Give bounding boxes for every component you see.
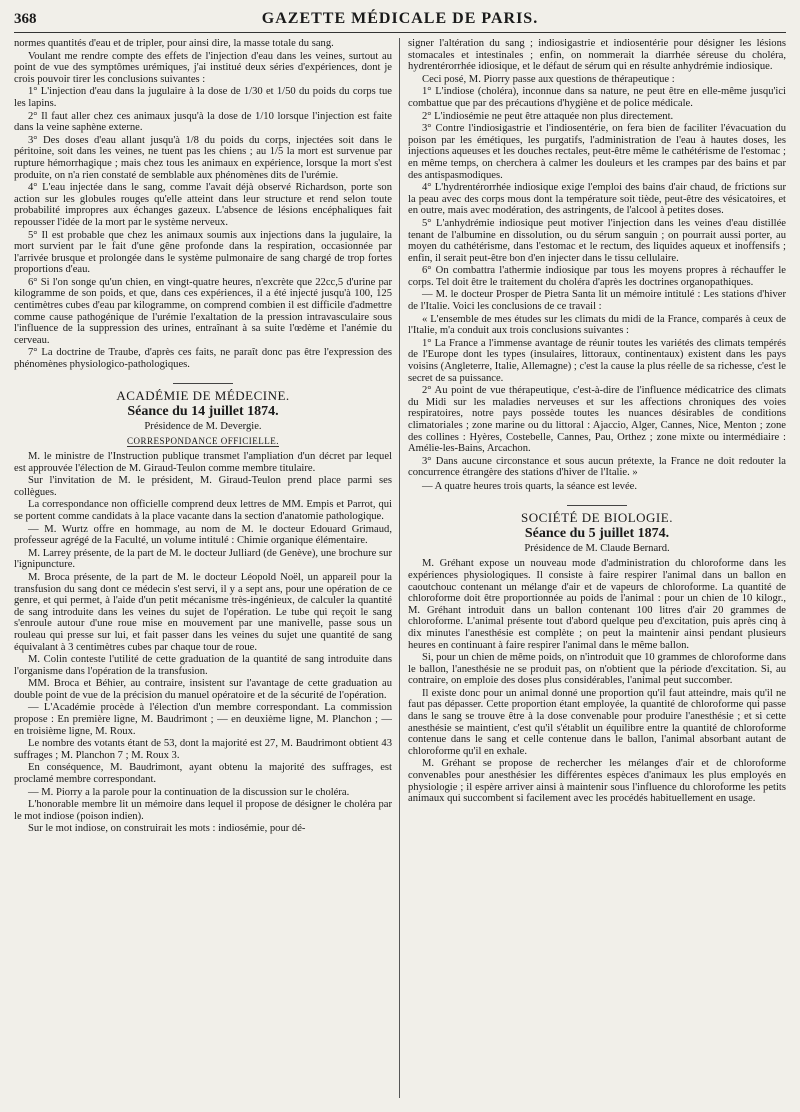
paragraph: Voulant me rendre compte des effets de l'injection d'eau dans les veines, surtout au point de vue des symptômes urémiques, j'ai institué deux séries d'expériences, dont je crois pouvoir tirer les conclusions suivantes : (14, 50, 392, 85)
left-column (14, 38, 392, 1104)
journal-title: GAZETTE MÉDICALE DE PARIS. (261, 10, 539, 27)
paragraph: 1° La France a l'immense avantage de réunir toutes les variétés des climats tempérés de l'Europe dont les types (insulaires, littoraux, continentaux) existent dans les pays voisins (Angleterre, Italie, Allemagne) ; c'est la cause la plus réelle de sa richesse, c'est le secret de sa puissance. (408, 337, 786, 384)
paragraph: M. Broca présente, de la part de M. le docteur Léopold Noël, un appareil pour la transfusion du sang dont ce médecin s'est servi, il y a sept ans, pour une opération de ce genre, et qui permet, à l'aide d'un petit mécanisme très-ingénieux, de calculer la quantité de sang introduite dans les veines du sujet de l'opération. Le tube qui reçoit le sang s'enroule autour d'une roue mise en mouvement par une manivelle, passe sous un rouleau qui presse sur lui, et fait passer dans les veines du sujet une quantité de sang équivalant à 3 centimètres cubes par chaque tour de roue. (14, 571, 392, 653)
paragraph: MM. Broca et Béhier, au contraire, insistent sur l'avantage de cette graduation au double point de vue de la précision du manuel opératoire et de la sécurité de l'opération. (14, 678, 392, 701)
paragraph: normes quantités d'eau et de tripler, pour ainsi dire, la masse totale du sang. (14, 38, 334, 49)
paragraph: 3° Des doses d'eau allant jusqu'à 1/8 du poids du corps, injectées soit dans le péritoine, soit dans les veines, ne tuent pas les chiens ; au 1/5 la mort est survenue par rupture hémorrhagique ; mais chez tous les animaux en expérience, lorsque la mort s'est produite, on n'a rien constaté de semblable aux phénomènes dits de l'urémie. (14, 134, 392, 181)
paragraph: Sur le mot indiose, on construirait les mots : indiosémie, pour dé- (28, 823, 306, 835)
paragraph: Le nombre des votants étant de 53, dont la majorité est 27, M. Baudrimont obtient 43 suffrages ; M. Planchon 7 ; M. Roux 3. (14, 738, 392, 761)
paragraph: La correspondance non officielle comprend deux lettres de MM. Empis et Parrot, qui se portent comme candidats à la place vacante dans la section d'anatomie pathologique. (14, 499, 392, 522)
paragraph: Sur l'invitation de M. le président, M. Giraud-Teulon prend place parmi ses collègues. (14, 475, 392, 498)
paragraph: Ceci posé, M. Piorry passe aux questions de thérapeutique : (422, 73, 675, 85)
paragraph: 4° L'eau injectée dans le sang, comme l'avait déjà observé Richardson, porte son action sur les globules rouges qu'elle atteint dans leur structure et rend selon toute probabilité impropres aux échanges gazeux. L'absence de lésions encéphaliques fait repousser l'idée de la mort par le système nerveux. (14, 182, 392, 228)
newspaper-page (14, 10, 786, 1104)
article-columns (14, 38, 786, 1104)
paragraph: 3° Contre l'indiosigastrie et l'indiosentérie, on fera bien de faciliter l'évacuation du poison par les émétiques, les purgatifs, l'administration de l'eau à hautes doses, les injections aqueuses et les douches rectales, peut-être même le cathétérisme de l'estomac ; en même temps, on cherchera à calmer les douleurs et les crampes par des bains et par des antispasmodiques. (408, 123, 786, 181)
presidence-line: Présidence de M. Devergie. (144, 420, 262, 432)
page-number: 368 (14, 11, 37, 27)
paragraph: 6° Si l'on songe qu'un chien, en vingt-quatre heures, n'excrète que 22cc,5 d'urine par kilogramme de son poids, et que, dans ces expériences, il a été injecté jusqu'à 100, 125 centimètres cubes d'eau par kilogramme, on comprend combien il est difficile d'admettre comme cause pathogénique de l'urémie l'exaltation de la pression intravasculaire sous l'influence de la suppression des urines, entraînant à sa suite l'œdème et l'anémie du cerveau. (14, 276, 392, 346)
paragraph: M. Gréhant expose un nouveau mode d'administration du chloroforme dans les expériences physiologiques. Il consiste à faire respirer l'animal dans un ballon en caoutchouc contenant un mélange d'air et de vapeurs de chloroforme. La quantité de chloroforme doit être proportionnée au poids de l'animal : pour un chien de 10 kilogr., M. Gréhant introduit dans un ballon contenant 100 litres d'air 20 grammes de chloroforme. L'animal présente tout d'abord quelque peu d'excitation, puis après cinq à dix minutes l'anesthésie est complète ; on peut la maintenir ainsi pendant plusieurs heures en continuant à faire respirer l'animal dans le même ballon. (408, 558, 786, 651)
paragraph: — L'Académie procède à l'élection d'un membre correspondant. La commission propose : En première ligne, M. Baudrimont ; — en deuxième ligne, M. Planchon ; — en troisième ligne, M. Roux. (14, 702, 392, 737)
section-title-biologie: SOCIÉTÉ DE BIOLOGIE. (408, 505, 786, 524)
paragraph: — M. le docteur Prosper de Pietra Santa lit un mémoire intitulé : Les stations d'hiver de l'Italie. Voici les conclusions de ce travail : (408, 289, 786, 313)
correspondance-label: CORRESPONDANCE OFFICIELLE. (126, 436, 279, 447)
paragraph: L'honorable membre lit un mémoire dans lequel il propose de désigner le choléra par le mot indiose (poison indien). (14, 799, 392, 822)
paragraph: 1° L'injection d'eau dans la jugulaire à la dose de 1/30 et 1/50 du poids du corps tue les lapins. (14, 86, 392, 109)
paragraph: signer l'altération du sang ; indiosigastrie et indiosentérie pour désigner les lésions stomacales et intestinales ; enfin, on nommerait la diarrhée séreuse du choléra, hydrentérorrhée idiosique, et le défaut de sérum qui en résulte anhydrémie indiosique. (408, 38, 786, 73)
right-column (408, 38, 786, 1104)
paragraph: — M. Wurtz offre en hommage, au nom de M. le docteur Edouard Grimaud, professeur agrégé de la Faculté, un volume intitulé : Chimie organique élémentaire. (14, 523, 392, 547)
paragraph: M. Larrey présente, de la part de M. le docteur Julliard (de Genève), une brochure sur l'ignipuncture. (14, 547, 392, 571)
paragraph: En conséquence, M. Baudrimont, ayant obtenu la majorité des suffrages, est proclamé membre correspondant. (14, 762, 392, 786)
paragraph: 5° L'anhydrémie indiosique peut motiver l'injection dans les veines d'eau distillée tenant de l'albumine en dissolution, ou du sérum sanguin ; on pourrait aussi porter, au moyen du cathétérisme, dans l'estomac et le rectum, des liquides aqueux et inoffensifs ; enfin, il serait peut-être bon d'en injecter dans le tissu cellulaire. (408, 217, 786, 264)
paragraph: — M. Piorry a la parole pour la continuation de la discussion sur le choléra. (28, 786, 350, 798)
paragraph: Si, pour un chien de même poids, on n'introduit que 10 grammes de chloroforme dans le ballon, l'anesthésie ne se produit pas, on n'obtient que la période d'excitation. Si, au contraire, on emploie des doses plus considérables, l'animal peut succomber. (408, 652, 786, 687)
paragraph: 3° Dans aucune circonstance et sous aucun prétexte, la France ne doit redouter la concurrence étrangère des stations d'hiver de l'Italie. » (408, 455, 786, 479)
paragraph: 6° On combattra l'athermie indiosique par tous les moyens propres à réchauffer le corps. Tel doit être le traitement du choléra d'après les doctrines organopathiques. (408, 265, 786, 288)
seance-heading: Séance du 14 juillet 1874. (127, 404, 279, 420)
paragraph: « L'ensemble de mes études sur les climats du midi de la France, comparés à ceux de l'Italie, m'a conduit aux trois conclusions suivantes : (408, 313, 786, 337)
section-title-academie: ACADÉMIE DE MÉDECINE. (14, 383, 392, 402)
subsection-label (14, 436, 392, 448)
page-header (14, 10, 786, 33)
paragraph: 2° L'indiosémie ne peut être attaquée non plus directement. (422, 110, 674, 122)
paragraph: — A quatre heures trois quarts, la séance est levée. (422, 480, 638, 492)
paragraph: 2° Au point de vue thérapeutique, c'est-à-dire de l'influence médicatrice des climats du Midi sur les maladies nerveuses et sur les affections chroniques des voies respiratoires, notre pays possède toutes les nuances désirables de conditions climatoriales ; zone marine ou du littoral : Ajaccio, Alger, Cannes, Nice, Menton ; zone des collines : Hyères, Costebelle, Cannes, Pau, Orthez ; zone mixte ou intermédiaire : Amélie-les-Bains, Arcachon. (408, 385, 786, 455)
paragraph: Il existe donc pour un animal donné une proportion qu'il faut atteindre, mais qu'il ne faut pas dépasser. Cette proportion étant employée, la quantité de chloroforme qui passe dans le sang se trouve être à la dose convenable pour produire l'anesthésie ; et si cette anesthésie se maintient, c'est qu'il s'établit un équilibre entre la quantité de chloroforme contenue dans le sang et celle contenue dans le ballon, l'animal absorbant autant de chloroforme qu'il en exhale. (408, 687, 786, 757)
presidence-line: Présidence de M. Claude Bernard. (524, 542, 670, 554)
paragraph: M. Colin conteste l'utilité de cette graduation de la quantité de sang introduite dans l'organisme dans l'opération de la transfusion. (14, 654, 392, 677)
seance-heading: Séance du 5 juillet 1874. (524, 526, 670, 542)
paragraph: 1° L'indiose (choléra), inconnue dans sa nature, ne peut être en elle-même jusqu'ici combattue que par des précautions d'hygiène et de police médicale. (408, 86, 786, 109)
column-divider (399, 38, 400, 1098)
paragraph: 4° L'hydrentérorrhée indiosique exige l'emploi des bains d'air chaud, de frictions sur la peau avec des corps mous dont la température soit tiède, peut-être des vésicatoires, et en outre, mais avec modération, des astringents, de l'alcool à petites doses. (408, 182, 786, 217)
paragraph: 7° La doctrine de Traube, d'après ces faits, ne paraît donc pas être l'expression des phénomènes physiologico-pathologiques. (14, 347, 392, 371)
paragraph: 5° Il est probable que chez les animaux soumis aux injections dans la jugulaire, la mort survient par le fait d'une gêne profonde dans la respiration, occasionnée par l'arrivée brusque et prolongée dans le système pulmonaire de sang chargé de trop fortes proportions d'eau. (14, 229, 392, 276)
paragraph: M. le ministre de l'Instruction publique transmet l'ampliation d'un décret par lequel est approuvée l'élection de M. Giraud-Teulon comme membre titulaire. (14, 451, 392, 474)
paragraph: M. Gréhant se propose de rechercher les mélanges d'air et de chloroforme convenables pour anesthésier les différentes espèces d'animaux les plus employés en physiologie ; il espère arriver ainsi à maintenir sous l'influence du chloroforme les petits animaux qui succombent si facilement avec les procédés habituellement en usage. (408, 758, 786, 805)
paragraph: 2° Il faut aller chez ces animaux jusqu'à la dose de 1/10 lorsque l'injection est faite dans la veine saphène externe. (14, 110, 392, 134)
